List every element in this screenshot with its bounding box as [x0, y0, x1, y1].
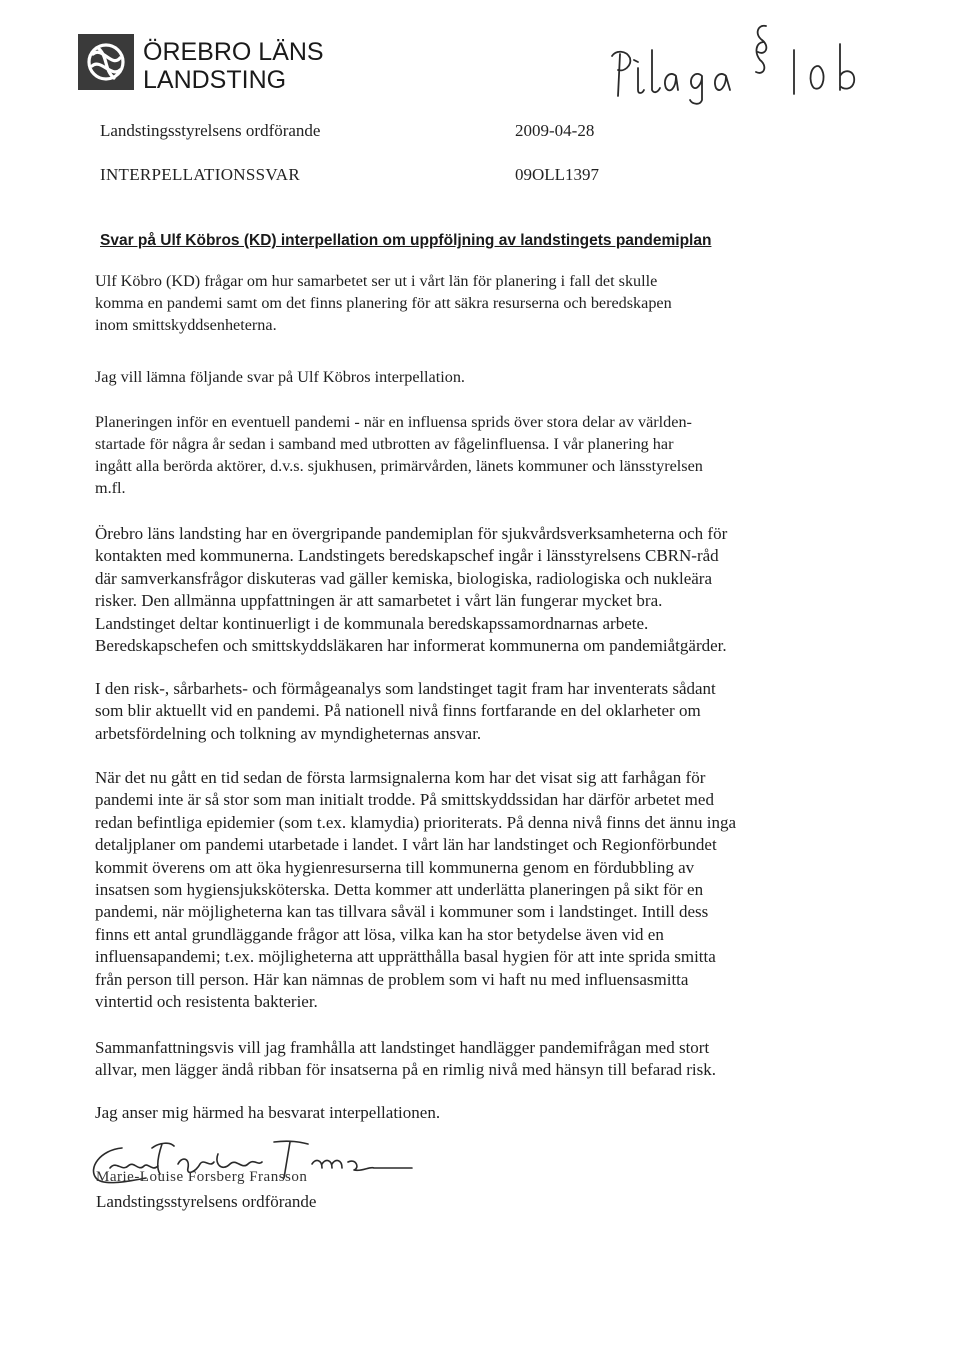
org-logo-mark — [78, 34, 134, 90]
text-line: insatsen som hygiensjuksköterska. Detta kommer att underlätta planeringen på sikt för en — [95, 880, 704, 900]
text-line: komma en pandemi samt om det finns planering för att säkra resurserna och beredskapen — [95, 294, 672, 312]
handwritten-annotation — [604, 20, 884, 106]
text-line: När det nu gått en tid sedan de första larmsignalerna kom har det visat sig att farhågan för — [95, 768, 706, 787]
text-line: från person till person. Här kan nämnas de problem som vi haft nu med influensasmitta — [95, 969, 689, 989]
text-line: allvar, men lägger ändå ribban för insatserna på en rimlig nivå med hänsyn till befarad risk. — [95, 1060, 717, 1080]
text-line: redan befintliga epidemier (som t.ex. klamydia) prioriterats. På denna nivå finns det ännu inga — [95, 812, 737, 832]
text-line: risker. Den allmänna uppfattningen är att samarbetet i vårt län fungerar mycket bra. — [95, 591, 663, 611]
text-line: detaljplaner om pandemi utarbetade i landet. I vårt län har landstinget och Regionförbundet — [95, 835, 717, 855]
text-line: startade för några år sedan i samband med utbrotten av fågelinfluensa. I vår planering har — [95, 435, 674, 453]
text-line: vintertid och resistenta bakterier. — [95, 992, 318, 1012]
text-line: kommit överens om att öka hygienresurserna till kommunerna genom en fördubbling av — [95, 857, 695, 877]
text-line: Beredskapschefen och smittskyddsläkaren har informerat kommunerna om pandemiåtgärder. — [95, 636, 727, 656]
org-name-line2: LANDSTING — [143, 66, 287, 94]
paragraph-risk-analysis — [95, 678, 840, 745]
sender-role: Landstingsstyrelsens ordförande — [100, 121, 321, 140]
knot-emblem-icon — [78, 34, 134, 90]
text-line: Landstinget deltar kontinuerligt i de kommunala beredskapssamordnarnas arbete. — [95, 613, 649, 633]
letter-date: 2009-04-28 — [515, 121, 595, 140]
text-line: Jag anser mig härmed ha besvarat interpellationen. — [95, 1103, 441, 1122]
org-name — [143, 38, 324, 94]
text-line: m.fl. — [95, 479, 126, 497]
text-line: kontakten med kommunerna. Landstingets beredskapschef ingår i länsstyrelsens CBRN-råd — [95, 546, 719, 566]
paragraph-closing — [95, 1102, 840, 1124]
paragraph-current-situation — [95, 767, 840, 1013]
text-line: pandemi, när möjligheterna kan tas tillvara såväl i kommuner som i landstinget. Intill dess — [95, 902, 709, 922]
paragraph-planning — [95, 411, 840, 499]
text-line: Jag vill lämna följande svar på Ulf Köbros interpellation. — [95, 368, 465, 386]
signatory-name: Marie-Louise Forsberg Fransson — [96, 1169, 308, 1185]
text-line: Planeringen inför en eventuell pandemi - när en influensa sprids över stora delar av världen- — [95, 413, 692, 431]
paragraph-summary — [95, 1037, 840, 1082]
paragraph-pandemic-plan — [95, 523, 840, 657]
handwritten-signature — [86, 1138, 416, 1198]
org-name-line1: ÖREBRO LÄNS — [143, 38, 324, 66]
text-line: som blir aktuellt vid en pandemi. På nationell nivå finns fortfarande en del oklarheter om — [95, 701, 701, 721]
text-line: inom smittskyddsenheterna. — [95, 316, 277, 334]
text-line: Örebro läns landsting har en övergripande pandemiplan för sjukvårdsverksamheterna och för — [95, 524, 728, 543]
signatory-role: Landstingsstyrelsens ordförande — [96, 1192, 317, 1211]
text-line: influensapandemi; t.ex. möjligheterna att upprätthålla basal hygien för att inte sprida smitta — [95, 947, 716, 967]
subject-heading: Svar på Ulf Köbros (KD) interpellation om uppföljning av landstingets pandemiplan — [100, 232, 712, 249]
text-line: pandemi inte är så stor som man initialt trodde. På smittskyddssidan har därför arbetet med — [95, 790, 714, 810]
reference-number: 09OLL1397 — [515, 165, 600, 184]
text-line: Ulf Köbro (KD) frågar om hur samarbetet ser ut i vårt län för planering i fall det skulle — [95, 272, 658, 290]
text-line: arbetsfördelning och tolkning av myndigheternas ansvar. — [95, 723, 482, 743]
paragraph-question — [95, 270, 840, 336]
paragraph-intro — [95, 366, 840, 388]
text-line: Sammanfattningsvis vill jag framhålla att landstinget handlägger pandemifrågan med stort — [95, 1038, 710, 1057]
text-line: ingått alla berörda aktörer, d.v.s. sjukhusen, primärvården, länets kommuner och länsstyrelsen — [95, 457, 703, 475]
text-line: I den risk-, sårbarhets- och förmågeanalys som landstinget tagit fram har inventerats sådant — [95, 679, 716, 698]
text-line: där samverkansfrågor diskuteras vad gäller kemiska, biologiska, radiologiska och nukleära — [95, 568, 712, 588]
document-type: INTERPELLATIONSSVAR — [100, 165, 300, 184]
text-line: finns ett antal grundläggande frågor att lösa, vilka kan ha stor betydelse även vid en — [95, 924, 664, 944]
